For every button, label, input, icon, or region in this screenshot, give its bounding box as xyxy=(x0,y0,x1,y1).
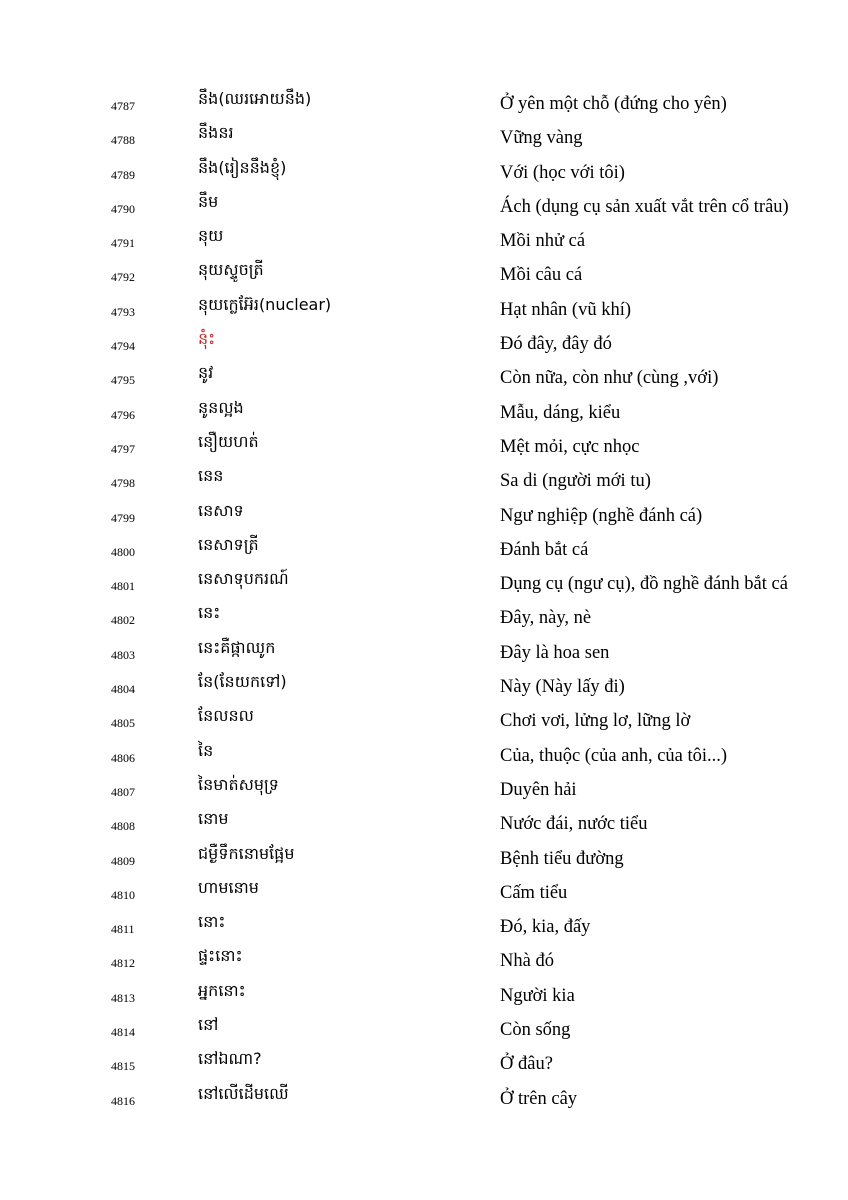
vietnamese-translation: Đây là hoa sen xyxy=(500,642,610,663)
vietnamese-translation: Còn nữa, còn như (cùng ,với) xyxy=(500,368,719,389)
khmer-term: នឹង(រៀននឹងខ្ញុំ) xyxy=(198,157,287,177)
entry-number: 4796 xyxy=(111,407,135,422)
khmer-term: អ្នកនោះ xyxy=(198,980,246,1000)
dictionary-entry xyxy=(0,325,848,359)
entry-number: 4815 xyxy=(111,1059,135,1074)
entry-number: 4787 xyxy=(111,99,135,113)
dictionary-entry xyxy=(0,531,848,565)
vietnamese-translation: Ách (dụng cụ sản xuất vắt trên cổ trâu) xyxy=(500,196,789,217)
vietnamese-translation: Sa di (người mới tu) xyxy=(500,471,651,492)
dictionary-entry-list xyxy=(0,85,848,1114)
entry-number: 4795 xyxy=(111,373,135,388)
vietnamese-translation: Ở yên một chỗ (đứng cho yên) xyxy=(500,94,727,114)
khmer-term: នេសាទុបករណ៍ xyxy=(198,569,289,589)
dictionary-entry xyxy=(0,497,848,531)
entry-number: 4788 xyxy=(111,133,135,148)
dictionary-entry xyxy=(0,737,848,771)
dictionary-entry xyxy=(0,1011,848,1045)
khmer-term: នៃ xyxy=(198,740,214,760)
vietnamese-translation: Của, thuộc (của anh, của tôi...) xyxy=(500,745,728,766)
vietnamese-translation: Bệnh tiểu đường xyxy=(500,848,624,869)
entry-number: 4802 xyxy=(111,613,135,628)
entry-number: 4808 xyxy=(111,819,135,834)
vietnamese-translation: Hạt nhân (vũ khí) xyxy=(500,299,632,320)
entry-number: 4792 xyxy=(111,270,135,285)
dictionary-entry xyxy=(0,154,848,188)
vietnamese-translation: Mồi câu cá xyxy=(500,265,583,286)
entry-number: 4814 xyxy=(111,1025,135,1040)
vietnamese-translation: Nhà đó xyxy=(500,951,554,972)
dictionary-entry xyxy=(0,394,848,428)
entry-number: 4812 xyxy=(111,956,135,971)
entry-number: 4789 xyxy=(111,167,135,182)
vietnamese-translation: Mệt mỏi, cực nhọc xyxy=(500,436,640,457)
khmer-term: នេះគឺផ្កាឈូក xyxy=(198,637,276,657)
khmer-term: នៅលើដើមឈើ xyxy=(198,1083,289,1103)
khmer-term: នេសាទ xyxy=(198,500,244,520)
entry-number: 4813 xyxy=(111,990,135,1005)
vietnamese-translation: Còn sống xyxy=(500,1020,571,1041)
entry-number: 4798 xyxy=(111,476,135,491)
dictionary-entry xyxy=(0,256,848,290)
entry-number: 4803 xyxy=(111,647,135,662)
entry-number: 4805 xyxy=(111,716,135,731)
vietnamese-translation: Với (học với tôi) xyxy=(500,162,625,183)
khmer-term: នេះ xyxy=(198,603,221,623)
dictionary-entry xyxy=(0,805,848,839)
vietnamese-translation: Này (Này lấy đi) xyxy=(500,677,625,698)
entry-number: 4801 xyxy=(111,579,135,594)
vietnamese-translation: Mẫu, dáng, kiểu xyxy=(500,402,621,423)
khmer-term: នឹង(ឈរអោយនឹង) xyxy=(198,89,312,108)
entry-number: 4806 xyxy=(111,750,135,765)
vietnamese-translation: Duyên hải xyxy=(500,779,577,800)
dictionary-entry xyxy=(0,668,848,702)
dictionary-entry xyxy=(0,359,848,393)
dictionary-entry xyxy=(0,942,848,976)
khmer-term: នុយក្លេអ៊ែរ(nuclear) xyxy=(198,294,332,314)
dictionary-entry xyxy=(0,908,848,942)
khmer-term: នុំះ xyxy=(198,329,216,349)
dictionary-entry xyxy=(0,874,848,908)
vietnamese-translation: Vững vàng xyxy=(500,128,583,149)
entry-number: 4794 xyxy=(111,339,135,354)
khmer-term: នូវ xyxy=(198,363,214,383)
vietnamese-translation: Nước đái, nước tiểu xyxy=(500,814,648,835)
dictionary-entry xyxy=(0,840,848,874)
entry-number: 4791 xyxy=(111,236,135,251)
khmer-term: នឹម xyxy=(198,191,219,211)
vietnamese-translation: Đây, này, nè xyxy=(500,608,592,629)
entry-number: 4800 xyxy=(111,544,135,559)
dictionary-entry xyxy=(0,462,848,496)
khmer-term: ហាមនោម xyxy=(198,877,259,897)
vietnamese-translation: Ngư nghiệp (nghề đánh cá) xyxy=(500,505,703,526)
khmer-term: ជម្ងឺទឹកនោមផ្អែម xyxy=(198,843,295,863)
dictionary-entry xyxy=(0,1080,848,1114)
vietnamese-translation: Ở đâu? xyxy=(500,1054,553,1075)
dictionary-entry xyxy=(0,222,848,256)
entry-number: 4790 xyxy=(111,201,135,216)
entry-number: 4810 xyxy=(111,887,135,902)
vietnamese-translation: Đánh bắt cá xyxy=(500,539,589,560)
khmer-term: នៃមាត់សមុទ្រ xyxy=(198,774,279,794)
dictionary-entry xyxy=(0,771,848,805)
entry-number: 4807 xyxy=(111,784,135,799)
khmer-term: នុយស្ទូចត្រី xyxy=(198,260,264,280)
dictionary-entry xyxy=(0,977,848,1011)
dictionary-entry xyxy=(0,428,848,462)
khmer-term: នោម xyxy=(198,809,229,829)
vietnamese-translation: Mồi nhử cá xyxy=(500,231,586,252)
khmer-term: នែលនល xyxy=(198,706,254,726)
khmer-term: នេន xyxy=(198,466,224,486)
khmer-term: នឿយហត់ xyxy=(198,431,259,451)
dictionary-entry xyxy=(0,291,848,325)
vietnamese-translation: Ở trên cây xyxy=(500,1088,578,1109)
vietnamese-translation: Đó đây, đây đó xyxy=(500,334,612,355)
dictionary-entry xyxy=(0,119,848,153)
entry-number: 4799 xyxy=(111,510,135,525)
dictionary-entry xyxy=(0,565,848,599)
entry-number: 4809 xyxy=(111,853,135,868)
dictionary-entry xyxy=(0,634,848,668)
khmer-term: នឹងនរ xyxy=(198,123,234,143)
khmer-term: នៅឯណា? xyxy=(198,1049,262,1069)
khmer-term: នុយ xyxy=(198,226,224,246)
vietnamese-translation: Đó, kia, đấy xyxy=(500,917,591,938)
dictionary-entry xyxy=(0,702,848,736)
entry-number: 4816 xyxy=(111,1093,135,1108)
dictionary-entry xyxy=(0,599,848,633)
entry-number: 4804 xyxy=(111,682,135,697)
khmer-term: ផ្ទះនោះ xyxy=(198,946,243,966)
entry-number: 4797 xyxy=(111,441,135,456)
vietnamese-translation: Dụng cụ (ngư cụ), đồ nghề đánh bắt cá xyxy=(500,574,788,595)
vietnamese-translation: Người kia xyxy=(500,985,575,1006)
khmer-term: នេសាទត្រី xyxy=(198,534,259,554)
khmer-term: នោះ xyxy=(198,912,226,932)
khmer-term: នែ(នែយកទៅ) xyxy=(198,672,287,692)
dictionary-entry xyxy=(0,188,848,222)
vietnamese-translation: Chơi vơi, lửng lơ, lững lờ xyxy=(500,711,691,732)
dictionary-entry xyxy=(0,85,848,119)
khmer-term: នៅ xyxy=(198,1015,219,1035)
entry-number: 4811 xyxy=(111,922,135,937)
dictionary-entry xyxy=(0,1045,848,1079)
vietnamese-translation: Cấm tiểu xyxy=(500,882,568,903)
khmer-term: នូនល្អង xyxy=(198,397,244,417)
entry-number: 4793 xyxy=(111,304,135,319)
